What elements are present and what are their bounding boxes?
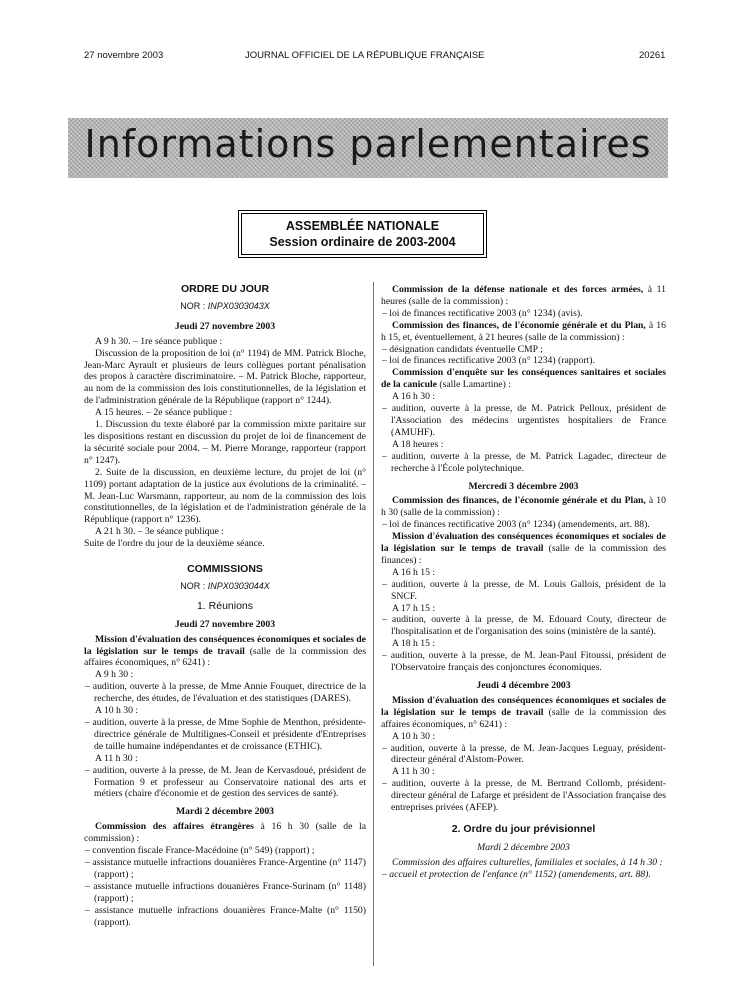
agenda-item: – loi de finances rectificative 2003 (n° 1234) (amendements, art. 88). — [382, 519, 650, 531]
mission-entry — [381, 531, 666, 567]
time-slot: A 16 h 30 : — [392, 391, 436, 403]
mission-name: Mission d'évaluation des conséquences économiques et sociales de la législation sur le temps de travail — [381, 531, 666, 555]
agenda-item: – assistance mutuelle infractions douanières France-Surinam (n° 1148) (rapport) ; — [85, 880, 366, 904]
ordre-du-jour-heading: ORDRE DU JOUR — [180, 283, 270, 295]
time-slot: A 16 h 15 : — [392, 566, 436, 578]
commission-entry — [381, 284, 666, 308]
day-heading: Mardi 2 décembre 2003 — [477, 841, 570, 853]
session-time: A 15 heures. – 2e séance publique : — [95, 407, 233, 419]
mission-name: Mission d'évaluation des conséquences économiques et sociales de la législation sur le temps de travail — [381, 694, 666, 718]
session-item: 2. Suite de la discussion, en deuxième lecture, du projet de loi (n° 1109) portant adaptation de la justice aux évolutions de la criminalité. – M. Jean-Luc Warsmann, rapporteur, au nom de la commission des lois constitutionnelles, de la législation et de l'administration générale de la République (rapport n° 1236). — [84, 466, 366, 526]
agenda-item: – audition, ouverte à la presse, de M. Edouard Couty, directeur de l'hospitalisation et de l'organisation des soins (ministère de la santé). — [382, 614, 666, 638]
nor-reference-1 — [84, 301, 366, 313]
nor-code: INPX0303044X — [207, 580, 270, 591]
mission-room: (salle de la commission des affaires économiques, n° 6241) : — [84, 645, 366, 669]
banner — [68, 118, 668, 178]
mission-room: (salle de la commission des finances) : — [381, 543, 667, 566]
session-item: 1. Discussion du texte élaboré par la commission mixte paritaire sur les dispositions restant en discussion du projet de loi de financement de la sécurité sociale pour 2004. – M. Pierre Morange, rapporteur (rapport n° 1247). — [84, 419, 366, 466]
session-text: Suite de l'ordre du jour de la deuxième séance. — [84, 538, 265, 550]
time-slot: A 10 h 30 : — [392, 730, 436, 742]
agenda-item: – audition, ouverte à la presse, de M. Louis Gallois, président de la SNCF. — [382, 578, 666, 602]
agenda-item: – audition, ouverte à la presse, de M. Patrick Pelloux, président de l'Association des médecins urgentistes hospitaliers de France (AMUHF). — [382, 403, 666, 438]
commission-name: Commission des finances, de l'économie générale et du Plan, — [392, 495, 646, 507]
agenda-item: – loi de finances rectificative 2003 (n° 1234) (avis). — [382, 307, 583, 319]
commission-name: Commission de la défense nationale et des forces armées, — [392, 284, 644, 295]
session-time: A 9 h 30. – 1re séance publique : — [95, 335, 223, 347]
agenda-item: – désignation candidats éventuelle CMP ; — [382, 343, 543, 355]
ordre-previsionnel-heading: 2. Ordre du jour prévisionnel — [451, 822, 596, 835]
agenda-item: – assistance mutuelle infractions douanières France-Malte (n° 1150) (rapport). — [85, 904, 366, 928]
day-heading: Mercredi 3 décembre 2003 — [468, 480, 579, 492]
nor-label: NOR : — [180, 580, 208, 591]
agenda-item: – accueil et protection de l'enfance (n° 1152) (amendements, art. 88). — [382, 868, 651, 880]
agenda-item: – audition, ouverte à la presse, de M. Jean de Kervasdoué, président de Formation 9 et professeur au Conservatoire national des arts et métiers (chaire d'économie et de gestion des services de santé). — [85, 764, 366, 800]
agenda-item: – loi de finances rectificative 2003 (n° 1234) (rapport). — [382, 355, 595, 367]
nor-reference-2 — [84, 581, 366, 593]
day-heading: Jeudi 27 novembre 2003 — [174, 618, 276, 630]
agenda-item: – audition, ouverte à la presse, de M. Jean-Paul Fitoussi, président de l'Observatoire français des conjonctures économiques. — [382, 650, 666, 674]
assembly-heading-box — [241, 213, 484, 255]
session-label: Session ordinaire de 2003-2004 — [269, 235, 456, 249]
assembly-name: ASSEMBLÉE NATIONALE — [285, 219, 440, 233]
commissions-heading: COMMISSIONS — [187, 563, 263, 576]
mission-entry — [381, 695, 666, 731]
commission-time: à 10 h 30 (salle de la commission) : — [381, 495, 666, 519]
commission-entry — [381, 320, 666, 344]
commission-time: à 16 h 15, et, éventuellement, à 21 heures (salle de la commission) : — [381, 319, 666, 343]
commission-name: Commission d'enquête sur les conséquences sanitaires et sociales de la canicule — [381, 367, 666, 391]
agenda-item: – convention fiscale France-Macédoine (n° 549) (rapport) ; — [85, 845, 315, 857]
agenda-item: – assistance mutuelle infractions douanières France-Argentine (n° 1147) (rapport) ; — [85, 856, 366, 880]
agenda-item: – audition, ouverte à la presse, de Mme Annie Fouquet, directrice de la recherche, des études, de l'évaluation et des statistiques (DARES). — [85, 681, 366, 705]
commission-entry — [84, 821, 366, 845]
day-heading: Jeudi 27 novembre 2003 — [174, 320, 276, 332]
commission-entry: Commission des affaires culturelles, familiales et sociales, à 14 h 30 : — [392, 856, 663, 868]
banner-title: Informations parlementaires — [84, 122, 652, 166]
nor-code: INPX0303043X — [207, 300, 270, 311]
right-column — [381, 284, 666, 881]
mission-name: Mission d'évaluation des conséquences économiques et sociales de la législation sur le temps de travail — [84, 633, 366, 657]
nor-label: NOR : — [180, 300, 208, 311]
commission-time: à 16 h 30 (salle de la commission) : — [84, 821, 366, 845]
time-slot: A 18 heures : — [392, 438, 444, 450]
header-page-number: 20261 — [639, 50, 666, 61]
time-slot: A 11 h 30 : — [392, 766, 435, 778]
agenda-item: – audition, ouverte à la presse, de Mme Sophie de Menthon, présidente-directrice générale de Multilignes-Conseil et présidente d'Entreprises de taille humaine indépendantes et de croissance (ETHIC). — [85, 717, 366, 752]
header-journal-title: JOURNAL OFFICIEL DE LA RÉPUBLIQUE FRANÇAISE — [245, 50, 485, 61]
time-slot: A 11 h 30 : — [95, 752, 138, 764]
mission-entry — [84, 634, 366, 670]
day-heading: Jeudi 4 décembre 2003 — [476, 680, 571, 691]
time-slot: A 18 h 15 : — [392, 638, 436, 650]
header-date: 27 novembre 2003 — [84, 50, 164, 61]
commission-room: (salle Lamartine) : — [436, 379, 511, 391]
agenda-item: – audition, ouverte à la presse, de M. Jean-Jacques Leguay, président-directeur général d'Alstom-Power. — [382, 742, 666, 766]
commission-entry — [381, 495, 666, 519]
commission-name: Commission des finances, de l'économie générale et du Plan, — [392, 319, 646, 331]
day-heading: Mardi 2 décembre 2003 — [175, 806, 275, 818]
reunions-heading: 1. Réunions — [196, 599, 254, 612]
commission-entry — [381, 367, 666, 391]
mission-room: (salle de la commission des affaires économiques, n° 6241) : — [381, 706, 667, 730]
session-text: Discussion de la proposition de loi (n° 1194) de MM. Patrick Bloche, Jean-Marc Ayrault et plusieurs de leurs collègues portant pénalisation des propos à caractère discriminatoire. – M. Patrick Bloche, rapporteur, au nom de la commission des lois constitutionnelles, de la législation et de l'administration générale de la République (rapport n° 1244). — [84, 347, 366, 407]
time-slot: A 10 h 30 : — [95, 705, 139, 717]
commission-name: Commission des affaires étrangères — [95, 821, 254, 833]
commission-time: à 11 heures (salle de la commission) : — [381, 284, 666, 307]
time-slot: A 17 h 15 : — [392, 602, 436, 614]
agenda-item: – audition, ouverte à la presse, de M. Bertrand Collomb, président-directeur général de Lafarge et président de l'Association française des entreprises privées (AFEP). — [382, 778, 666, 814]
left-column — [84, 284, 366, 928]
column-divider — [373, 282, 374, 966]
running-header — [0, 50, 748, 64]
time-slot: A 9 h 30 : — [95, 669, 134, 681]
session-time: A 21 h 30. – 3e séance publique : — [95, 526, 224, 538]
agenda-item: – audition, ouverte à la presse, de M. Patrick Lagadec, directeur de recherche à l'École polytechnique. — [382, 450, 666, 474]
